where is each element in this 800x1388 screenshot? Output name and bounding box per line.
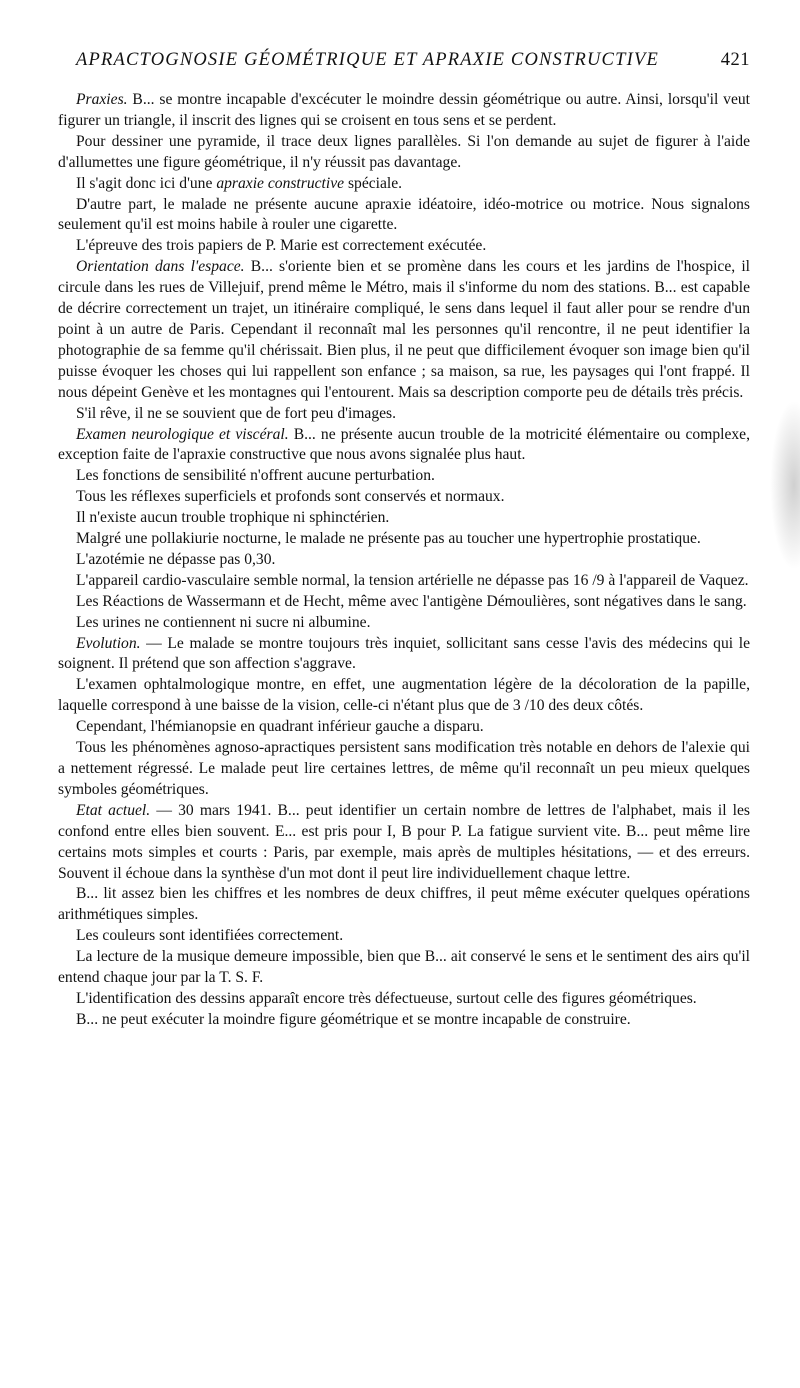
paragraph-etat-actuel: Etat actuel. — 30 mars 1941. B... peut identifier un certain nombre de lettres de l'alphabet, mais il les confond entre elles bien souvent. E... est pris pour I, B pour P. La fatigue survient vite. B... peut même lire certains mots simples et courts : Paris, par exemple, mais après de multiples hésitations, — et des erreurs. Souvent il échoue dans la synthèse d'un mot dont il peut lire individuellement chaque lettre. [58, 801, 751, 882]
paragraph: Cependant, l'hémianopsie en quadrant inférieur gauche a disparu. [76, 718, 484, 736]
paragraph: L'épreuve des trois papiers de P. Marie est correctement exécutée. [76, 237, 487, 255]
paragraph: Les couleurs sont identifiées correctement. [76, 927, 344, 945]
paragraph: L'examen ophtalmologique montre, en effet, une augmentation légère de la décoloration de la papille, laquelle correspond à une baisse de la vision, celle-ci n'étant plus que de 3 /10 des deux côtés. [58, 676, 750, 715]
paragraph: Il s'agit donc ici d'une apraxie constructive spéciale. [76, 174, 403, 192]
paragraph: B... ne peut exécuter la moindre figure géométrique et se montre incapable de construire. [76, 1010, 631, 1028]
paragraph: L'identification des dessins apparaît encore très défectueuse, surtout celle des figures géométriques. [76, 989, 697, 1007]
paragraph-evolution: Evolution. — Le malade se montre toujours très inquiet, sollicitant sans cesse l'avis des médecins qui le soignent. Il prétend que son affection s'aggrave. [58, 634, 750, 673]
paragraph: B... lit assez bien les chiffres et les nombres de deux chiffres, il peut même exécuter quelques opérations arithmétiques simples. [58, 885, 750, 924]
section-lead-evolution: Evolution. [76, 634, 141, 652]
book-page [58, 50, 750, 1031]
emphasis: apraxie constructive [216, 174, 345, 192]
section-lead-orientation: Orientation dans l'espace. [76, 258, 245, 276]
body-text [58, 90, 750, 1031]
section-lead-etat-actuel: Etat actuel. [76, 801, 151, 819]
paragraph-examen: Examen neurologique et viscéral. B... ne présente aucun trouble de la motricité élémentaire ou complexe, exception faite de l'apraxie constructive que nous avons signalée plus haut. [58, 425, 750, 464]
paragraph-orientation: Orientation dans l'espace. B... s'oriente bien et se promène dans les cours et les jardins de l'hospice, il circule dans les rues de Villejuif, prend même le Métro, mais il s'informe du nom des stations. B... est capable de décrire correctement un trajet, un itinéraire compliqué, le sens dans lequel il faut aller pour se rendre d'un point à un autre de Paris. Cependant il reconnaît mal les personnes qu'il rencontre, il ne peut identifier la photographie de sa femme qu'il chérissait. Bien plus, il ne peut que difficilement évoquer son image bien qu'il puisse évoquer les choses qui lui rappellent son enfance ; sa maison, sa rue, les paysages qui l'ont frappé. Il nous dépeint Genève et les montagnes qui l'entourent. Mais sa description comporte peu de détails très précis. [58, 258, 750, 401]
paragraph: Pour dessiner une pyramide, il trace deux lignes parallèles. Si l'on demande au sujet de figurer à l'aide d'allumettes une figure géométrique, il n'y réussit pas davantage. [58, 132, 750, 171]
paragraph: Les Réactions de Wassermann et de Hecht, même avec l'antigène Démoulières, sont négatives dans le sang. [76, 592, 747, 610]
paragraph: La lecture de la musique demeure impossible, bien que B... ait conservé le sens et le sentiment des airs qu'il entend chaque jour par la T. S. F. [58, 948, 750, 987]
paragraph: Tous les phénomènes agnoso-apractiques persistent sans modification très notable en dehors de l'alexie qui a nettement régressé. Le malade peut lire certaines lettres, de même qu'il reconnaît un peu mieux quelques symboles géométriques. [58, 739, 750, 798]
paragraph: Il n'existe aucun trouble trophique ni sphinctérien. [76, 509, 390, 527]
page-number: 421 [720, 50, 750, 70]
running-header [58, 50, 750, 80]
paragraph: L'azotémie ne dépasse pas 0,30. [76, 550, 276, 568]
margin-smudge [770, 400, 800, 570]
paragraph: S'il rêve, il ne se souvient que de fort peu d'images. [76, 404, 397, 422]
paragraph: Malgré une pollakiurie nocturne, le malade ne présente pas au toucher une hypertrophie prostatique. [76, 530, 701, 548]
running-title: APRACTOGNOSIE GÉOMÉTRIQUE ET APRAXIE CONSTRUCTIVE [76, 50, 659, 70]
paragraph: L'appareil cardio-vasculaire semble normal, la tension artérielle ne dépasse pas 16 /9 à l'appareil de Vaquez. [76, 571, 749, 589]
section-lead-examen: Examen neurologique et viscéral. [76, 425, 289, 443]
section-lead-praxies: Praxies. [76, 91, 128, 108]
paragraph: Tous les réflexes superficiels et profonds sont conservés et normaux. [76, 488, 505, 506]
paragraph: Les urines ne contiennent ni sucre ni albumine. [76, 613, 371, 631]
paragraph: D'autre part, le malade ne présente aucune apraxie idéatoire, idéo-motrice ou motrice. Nous signalons seulement qu'il est moins habile à rouler une cigarette. [58, 195, 750, 234]
paragraph: Les fonctions de sensibilité n'offrent aucune perturbation. [76, 467, 435, 485]
paragraph-praxies: Praxies. B... se montre incapable d'excécuter le moindre dessin géométrique ou autre. Ainsi, lorsqu'il veut figurer un triangle, il inscrit des lignes qui se croisent en tous sens et se perdent. [58, 91, 750, 129]
